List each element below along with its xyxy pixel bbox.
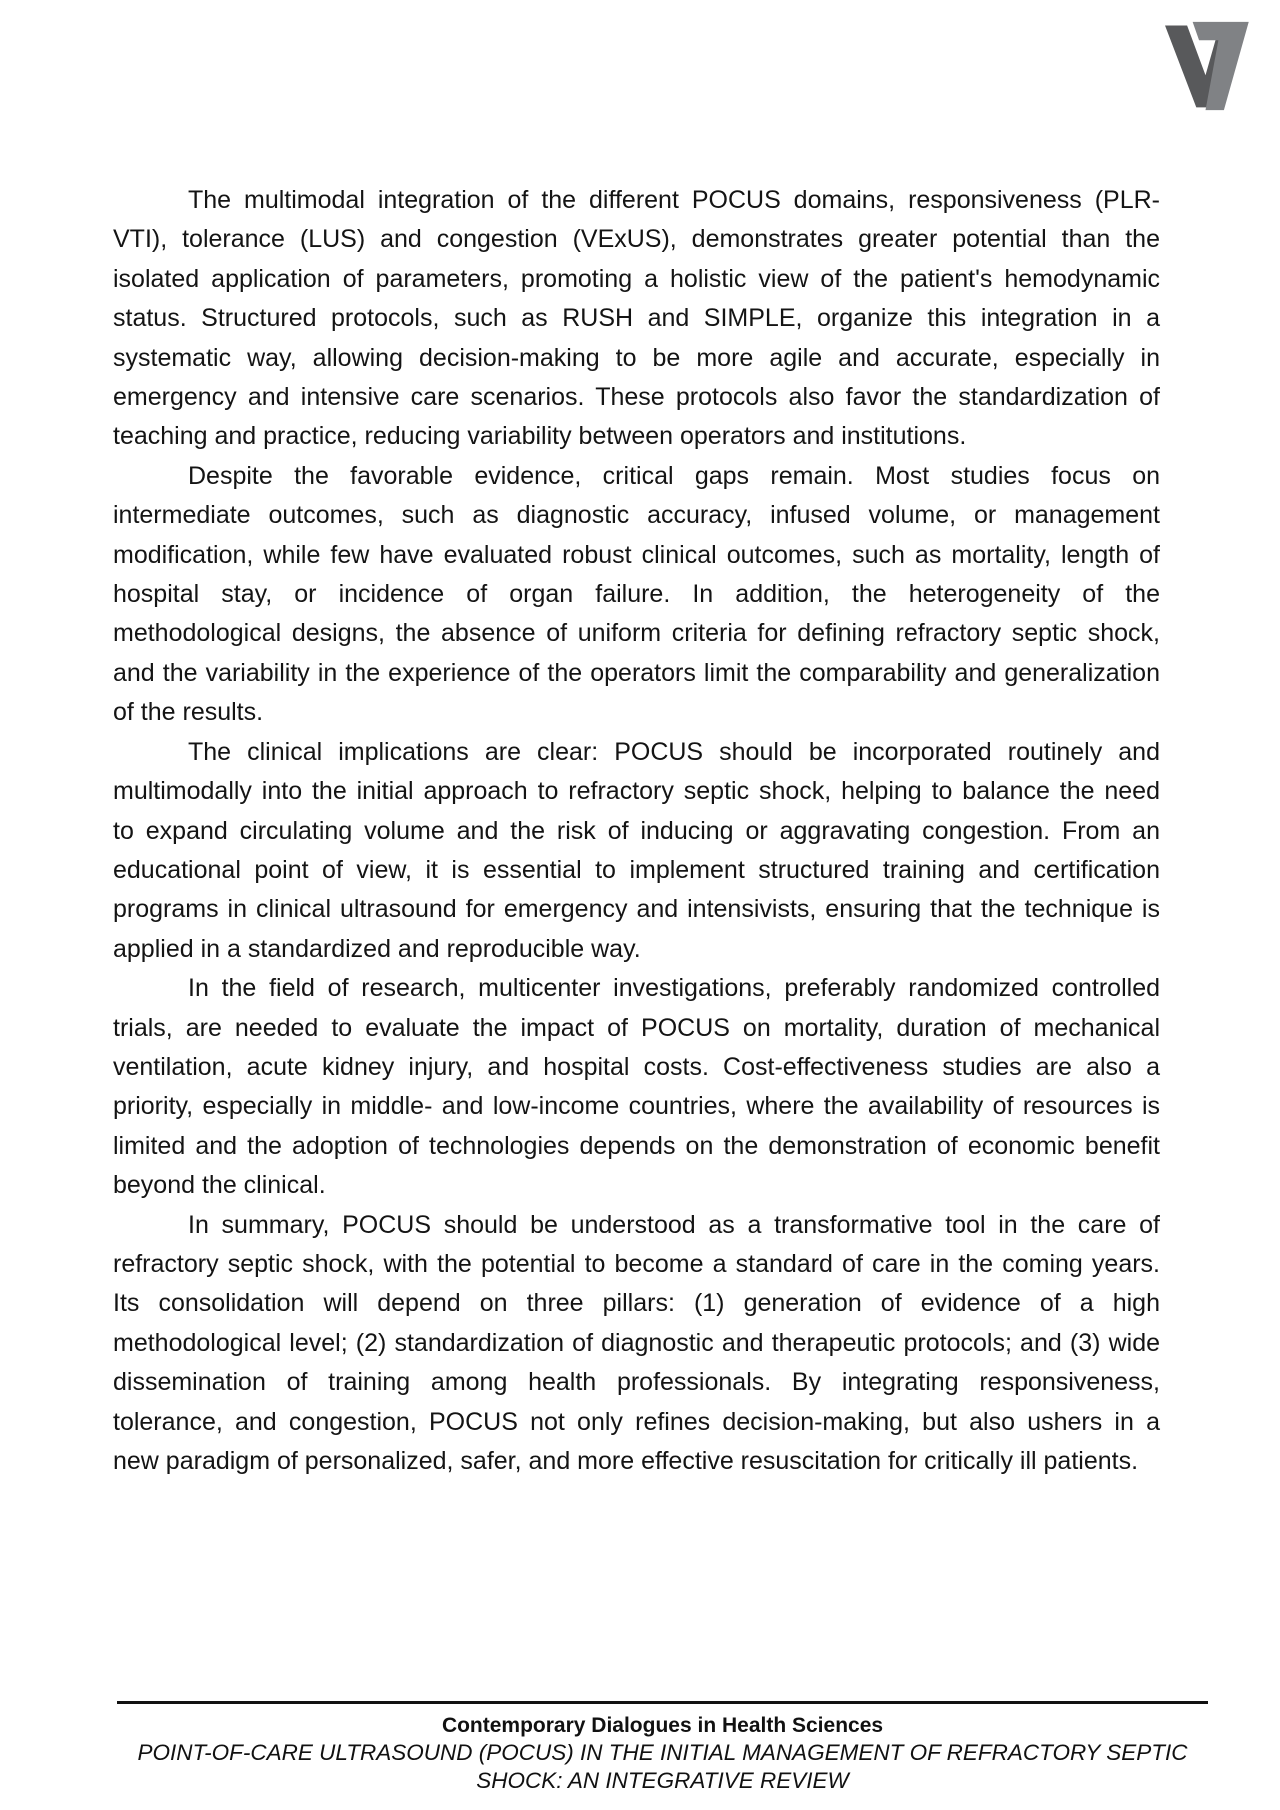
paragraph-line: Despite the favorable evidence, critical gaps remain. Most studies focus on	[188, 461, 1160, 490]
paragraph	[113, 181, 1160, 457]
paragraph-line: beyond the clinical.	[113, 1171, 326, 1200]
v7-logo-icon	[1158, 20, 1253, 112]
paragraph-line: of the results.	[113, 698, 264, 727]
paper-title-line-1: POINT-OF-CARE ULTRASOUND (POCUS) IN THE INITIAL MANAGEMENT OF REFRACTORY SEPTIC	[137, 1740, 1188, 1765]
paragraph-line: In the field of research, multicenter investigations, preferably randomized controlled	[188, 974, 1160, 1003]
paragraph-line: ventilation, acute kidney injury, and hospital costs. Cost-effectiveness studies are also a	[113, 1052, 1160, 1081]
paragraph-line: new paradigm of personalized, safer, and more effective resuscitation for critically ill patients.	[113, 1447, 1139, 1475]
paragraph-line: intermediate outcomes, such as diagnostic accuracy, infused volume, or management	[113, 501, 1160, 530]
paragraph-line: limited and the adoption of technologies depends on the demonstration of economic benefit	[113, 1131, 1160, 1160]
page-footer	[117, 1701, 1208, 1794]
paragraph-line: trials, are needed to evaluate the impact of POCUS on mortality, duration of mechanical	[113, 1013, 1160, 1042]
paragraph-line: isolated application of parameters, promoting a holistic view of the patient's hemodynamic	[113, 264, 1160, 293]
paragraph-line: tolerance, and congestion, POCUS not only refines decision-making, but also ushers in a	[113, 1407, 1160, 1436]
paragraph-line: and the variability in the experience of the operators limit the comparability and generalization	[113, 658, 1160, 687]
paragraph-line: priority, especially in middle- and low-income countries, where the availability of resources is	[113, 1092, 1160, 1121]
paragraph-line: to expand circulating volume and the risk of inducing or aggravating congestion. From an	[113, 816, 1160, 845]
article-body	[113, 181, 1160, 1481]
paragraph-line: refractory septic shock, with the potential to become a standard of care in the coming years.	[113, 1249, 1160, 1278]
paragraph-line: methodological level; (2) standardization of diagnostic and therapeutic protocols; and (3) wide	[113, 1328, 1160, 1357]
paragraph	[113, 457, 1160, 733]
paragraph-line: systematic way, allowing decision-making to be more agile and accurate, especially in	[113, 343, 1160, 372]
paragraph-line: dissemination of training among health professionals. By integrating responsiveness,	[113, 1368, 1160, 1397]
paragraph	[113, 733, 1160, 969]
paragraph-line: modification, while few have evaluated robust clinical outcomes, such as mortality, length of	[113, 540, 1160, 569]
paragraph	[113, 1206, 1160, 1482]
journal-name: Contemporary Dialogues in Health Sciences	[441, 1714, 884, 1737]
paragraph-line: status. Structured protocols, such as RUSH and SIMPLE, organize this integration in a	[113, 304, 1160, 333]
paragraph-line: methodological designs, the absence of uniform criteria for defining refractory septic shock,	[113, 619, 1160, 648]
paragraph-line: hospital stay, or incidence of organ failure. In addition, the heterogeneity of the	[113, 580, 1160, 609]
paragraph-line: VTI), tolerance (LUS) and congestion (VExUS), demonstrates greater potential than the	[113, 225, 1160, 254]
paragraph-line: emergency and intensive care scenarios. These protocols also favor the standardization of	[113, 383, 1160, 412]
paragraph-line: programs in clinical ultrasound for emergency and intensivists, ensuring that the technique is	[113, 895, 1160, 924]
paragraph-line: The clinical implications are clear: POCUS should be incorporated routinely and	[188, 737, 1160, 766]
paragraph-line: The multimodal integration of the different POCUS domains, responsiveness (PLR-	[188, 186, 1160, 214]
paragraph-line: In summary, POCUS should be understood as a transformative tool in the care of	[188, 1210, 1160, 1239]
paper-title-line-2: SHOCK: AN INTEGRATIVE REVIEW	[476, 1767, 849, 1793]
paragraph-line: teaching and practice, reducing variability between operators and institutions.	[113, 422, 967, 451]
paragraph-line: Its consolidation will depend on three pillars: (1) generation of evidence of a high	[113, 1289, 1160, 1318]
publisher-logo	[1158, 20, 1253, 112]
paragraph-line: educational point of view, it is essential to implement structured training and certification	[113, 855, 1160, 884]
paragraph-line: multimodally into the initial approach to refractory septic shock, helping to balance the need	[113, 777, 1160, 806]
paragraph	[113, 969, 1160, 1205]
paragraph-line: applied in a standardized and reproducible way.	[113, 934, 641, 963]
